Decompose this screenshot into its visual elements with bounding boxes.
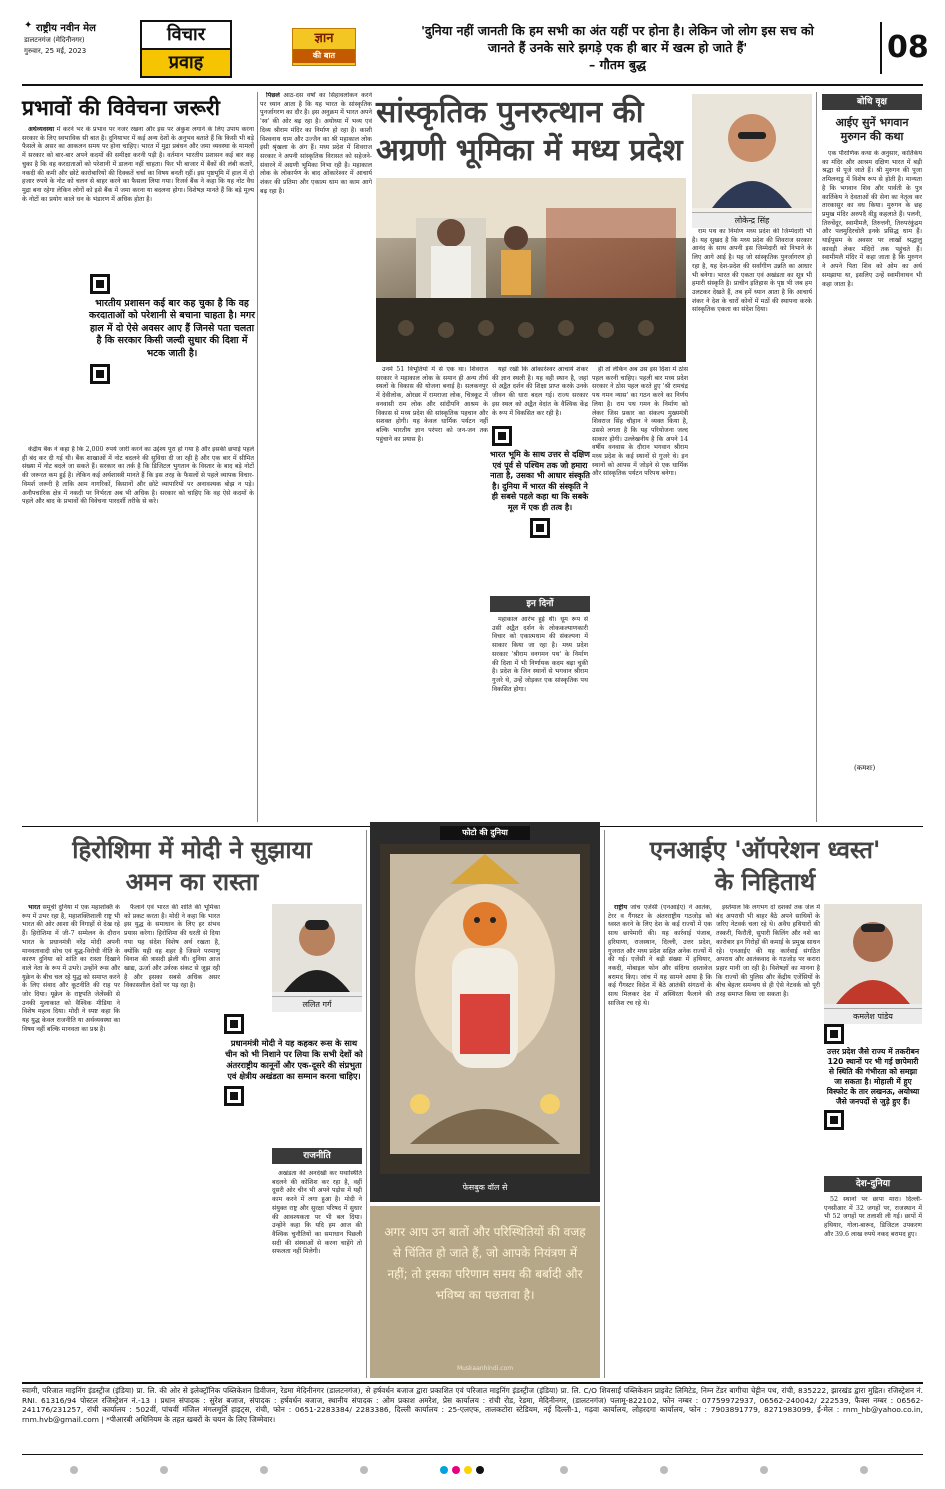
- bird-icon: ✦: [24, 20, 33, 31]
- article-hiroshima-callout-text: प्रधानमंत्री मोदी ने यह कहकर रूस के साथ चीन को भी निशाने पर लिया कि सभी देशों को अंतरराष्ट्रीय कानूनों और एक-दूसरे की संप्रभुता एवं क्षेत्रीय अखंडता का सम्मान करना चाहिए।: [225, 1038, 363, 1081]
- article-sanskritik-col2: [376, 366, 488, 822]
- desh-duniya-tag: देश-दुनिया: [824, 1176, 922, 1192]
- article-nia-col2: [716, 904, 820, 1376]
- quote-mark-icon: [90, 364, 110, 384]
- article-sanskritik-title-line1: सांस्कृतिक पुनरुत्थान की: [376, 95, 644, 130]
- section-label-bottom: प्रवाह: [142, 50, 230, 76]
- article-nia-title-line1: एनआईए 'ऑपरेशन ध्वस्त': [649, 836, 881, 864]
- column-rule: [816, 92, 817, 822]
- article-sanskritik-body-col3b: महाकाल आरंभ हुई थी। धूम रूप से उसी अद्वैत दर्शन के लोककल्याणकारी विचार को एकात्मधाम की संकल्पना में साकार किया जा रहा है। मध्य प्रदेश सरकार 'श्रीराम वनगमन पथ' के निर्माण की दिशा में भी निर्णायक कदम बढ़ा चुकी है। प्रदेश के जिन स्थानों से भगवान श्रीराम गुजरे थे, उन्हें जोड़कर एक सांस्कृतिक पथ विकसित होगा।: [492, 616, 588, 693]
- paper-name: राष्ट्रीय नवीन मेल: [36, 23, 96, 34]
- rajniti-tag: राजनीति: [272, 1148, 362, 1164]
- section-label-top: विचार: [142, 22, 230, 50]
- quote-mark-icon: [224, 1014, 244, 1034]
- edition: डालटनगंज (मेदिनीनगर): [24, 36, 85, 44]
- photo-of-day-credit: फेसबुक वॉल से: [462, 1183, 508, 1192]
- article-sanskritik-footnote: (कमशः): [854, 764, 876, 772]
- article-hiroshima-callout: [224, 1012, 364, 1144]
- quote-mark-icon: [492, 426, 512, 446]
- bodhi-vriksh-title-line1: आईए सुनें भगवान: [835, 116, 909, 129]
- author-photo-lalit: [272, 904, 362, 1008]
- footer-rule: [22, 1382, 923, 1384]
- article-nia-callout-text: उत्तर प्रदेश जैसे राज्य में तकरीबन 120 स्थानों पर भी गई छापेमारी से स्थिति की गंभीरता को समझा जा सकता है। मोहाली में हुए विस्फोट के तार लखनऊ, अयोध्या जैसे जनपदों से जुड़े हुए हैं।: [826, 1047, 920, 1106]
- registration-marks: [0, 1462, 945, 1482]
- article-hiroshima-title-line2: अमन का रास्ता: [125, 868, 259, 896]
- article-sanskritik-body-col1: आठ-दस वर्षों का सिंहावलोकन करने पर ध्यान आता है कि यह भारत के सांस्कृतिक पुनर्जागरण का दौर है। इस अनुक्रम में भारत अपने 'स्व' की ओर बढ़ रहा है। अयोध्या में भव्य एवं दिव्य श्रीराम मंदिर का निर्माण हो रहा है। काशी विश्वनाथ धाम और उज्जैन का श्री महाकाल लोक इसी श्रृंखला के अंग हैं। मध्य प्रदेश में शिवराज सरकार ने अपनी सांस्कृतिक विरासत को सहेजने-संवारने में अग्रणी भूमिका निभा रही है। महाकाल लोक के लोकार्पण के बाद ओंकारेश्वर में आचार्य शंकर की प्रतिमा और एकात्म धाम का काम आगे बढ़ रहा है।: [260, 92, 372, 195]
- registration-dot: [660, 1466, 668, 1474]
- column-rule: [257, 92, 258, 822]
- article-nia-body-col1: जांच एजेंसी (एनआईए) ने आतंक, टेरर व गैंगस्टर के अंतरराष्ट्रीय गठजोड़ को ध्वस्त करने के लिए देश के कई राज्यों में एक साथ छापेमारी की। यह कार्रवाई पंजाब, हरियाणा, राजस्थान, दिल्ली, उत्तर प्रदेश, गुजरात और मध्य प्रदेश सहित अनेक राज्यों में की गई। एजेंसी ने बड़ी संख्या में हथियार, नकदी, मोबाइल फोन और संदिग्ध दस्तावेज बरामद किए। जांच में यह सामने आया है कि कई गैंगस्टर विदेश में बैठे आतंकी संगठनों के साथ मिलकर देश में अस्थिरता फैलाने की साजिश रच रहे थे।: [608, 904, 712, 1007]
- article-hiroshima-title-line1: हिरोशिमा में मोदी ने सुझाया: [72, 836, 312, 864]
- photo-of-day-tag: फोटो की दुनिया: [440, 826, 530, 840]
- registration-dot-yellow: [464, 1466, 472, 1474]
- registration-dot: [760, 1466, 768, 1474]
- registration-dot: [70, 1466, 78, 1474]
- bodhi-vriksh-text: एक पौराणिक कथा के अनुसार, कार्तिकेय का मंदिर और आश्रम दक्षिण भारत में बड़ी श्रद्धा से पूजे जाते हैं। श्री मुरुगन की पूजा तमिलनाडु में विशेष रूप से होती है। मान्यता है कि भगवान शिव और पार्वती के पुत्र कार्तिकेय ने देवताओं की सेना का नेतृत्व कर तारकासुर का वध किया। मुरुगन के छह प्रमुख मंदिर अरुपदै वीडु कहलाते हैं। पलनी, तिरुचेंदूर, स्वामीमलै, तिरुत्तनी, तिरुपरंकुंद्रम और पलमुदिरचोलै इनके प्रसिद्ध धाम हैं। थाईपूसम के अवसर पर लाखों श्रद्धालु कावड़ी लेकर मंदिरों तक पहुंचते हैं। स्वामीमलै मंदिर में कहा जाता है कि मुरुगन ने अपने पिता शिव को ओम का अर्थ समझाया था, इसलिए उन्हें स्वामीनाथन भी कहा जाता है।: [822, 150, 922, 288]
- page-number-divider: [880, 22, 882, 74]
- author-portrait: [824, 904, 922, 1004]
- page-number: 08: [887, 30, 929, 65]
- article-nia-title-line2: के निहितार्थ: [714, 868, 816, 896]
- quote-of-day: [360, 22, 875, 73]
- quote-box-watermark: Muskaanhindi.com: [456, 1365, 514, 1372]
- quote-mark-icon: [824, 1110, 844, 1130]
- quote-box-text: अगर आप उन बातों और परिस्थितियों की वजह से चिंतित हो जाते हैं, जो आपके नियंत्रण में नहीं; तो इसका परिणाम समय की बर्बादी और भविष्य का पछतावा है।: [384, 1225, 586, 1302]
- registration-dot-cyan: [440, 1466, 448, 1474]
- article-sanskritik-col3-bottom: [492, 616, 588, 822]
- bodhi-vriksh-title-line2: मुरुगन की कथा: [840, 130, 904, 143]
- article-sanskritik-callout-text: भारत भूमि के साथ उत्तर से दक्षिण एवं पूर्व से पश्चिम तक जो हमारा नाता है, उसका भी आधार संस्कृति है। दुनिया में भारत की संस्कृति ने ही सबसे पहले कहा था कि सबके मूल में एक ही तत्व है।: [490, 450, 590, 512]
- article-nia-body-col2: इस्तेमाल कि लगभग दो दशकों तक जेल में बंद अपराधी भी बाहर बैठे अपने साथियों के जरिए नेटवर्क चला रहे थे। अवैध हथियारों की तस्करी, फिरौती, सुपारी किलिंग और नशे का कारोबार इन गिरोहों की कमाई के प्रमुख साधन रहे। एनआईए की यह कार्रवाई संगठित अपराध और आतंकवाद के गठजोड़ पर करारा प्रहार मानी जा रही है। विशेषज्ञों का मानना है कि राज्यों की पुलिस और केंद्रीय एजेंसियों के बीच बेहतर समन्वय से ही ऐसे नेटवर्क को पूरी तरह समाप्त किया जा सकता है।: [716, 904, 820, 999]
- article-nia-title: [608, 834, 922, 898]
- article-prabhav-title: प्रभावों की विवेचना जरूरी: [22, 96, 220, 120]
- article-sanskritik-callout: [490, 426, 590, 590]
- quote-line-2: जानते हैं उनके सारे झगड़े एक ही बार में खत्म हो जाते हैं': [487, 40, 748, 55]
- article-sanskritik-title-line2: अग्रणी भूमिका में मध्य प्रदेश: [376, 133, 683, 168]
- article-sanskritik-col1: [260, 92, 372, 822]
- column-rule: [604, 830, 605, 1378]
- masthead: [0, 0, 945, 82]
- bodhi-vriksh-title: [820, 116, 924, 144]
- registration-dot-black: [476, 1466, 484, 1474]
- section-label: [140, 20, 232, 78]
- article-sanskritik-col3-top: [492, 366, 588, 422]
- registration-dot: [160, 1466, 168, 1474]
- article-nia-lead: राष्ट्रीय: [614, 904, 628, 911]
- registration-dot-magenta: [452, 1466, 460, 1474]
- in-dinon-tag: इन दिनों: [490, 596, 590, 612]
- article-nia-col1: [608, 904, 712, 1376]
- author-portrait: [272, 904, 362, 992]
- registration-dot: [860, 1466, 868, 1474]
- article-prabhav-callout-text: भारतीय प्रशासन कई बार कह चुका है कि वह करदाताओं को परेशानी से बचाना चाहता है। मगर हाल में दो ऐसे अवसर आए हैं जिनसे पता चलता है कि सरकार किसी जल्दी सुधार की दिशा में भटक जाती है।: [89, 298, 255, 359]
- article-hiroshima-lead: भारत: [28, 904, 41, 911]
- quote-line-1: 'दुनिया नहीं जानती कि हम सभी का अंत यहीं पर होना है। लेकिन जो लोग इस सच को: [421, 23, 814, 38]
- photo-of-day: [370, 822, 600, 1202]
- article-sanskritik-body-col4: ही तो लेकिन अब उस इस दिशा में ठोस पहल करनी चाहिए। पहली बार मध्य प्रदेश सरकार ने ठोस पहल करते हुए 'श्री रामचंद्र पथ गमन न्यास' का गठन करने का निर्णय लिया है। राम पथ गमन के निर्माण को लेकर जिस प्रकार का संकल्प मुख्यमंत्री शिवराज सिंह चौहान ने व्यक्त किया है, उससे लगता है कि यह परियोजना जल्द साकार होगी। उल्लेखनीय है कि अपने 14 वर्षीय वनवास के दौरान भगवान श्रीराम मध्य प्रदेश के कई स्थानों से गुजरे थे। इन स्थानों को आपस में जोड़ने से एक धार्मिक और सांस्कृतिक पर्यटन परिपथ बनेगा।: [592, 366, 688, 478]
- article-sanskritik-title: [376, 94, 686, 170]
- paper-logo: [24, 20, 134, 56]
- article-prabhav-body: में करने भर के प्रभाव पर नजर रखना और इस पर अंकुश लगाने के लिए उपाय करना सरकार के लिए स्वभाविक सी बात है। दुनियाभर में कई अन्य देशों के अनुभव बताते हैं कि किसी भी बड़े फैसले के असर का आकलन समय पर होना चाहिए। भारत में मुद्रा प्रबंधन और जमा व्यवस्था के मामलों में सरकार को बार-बार अपने कदमों की समीक्षा करनी पड़ी है। वर्तमान भारतीय प्रशासन कई बार कह चुका है कि वह करदाताओं को परेशानी में डालना नहीं चाहता। फिर भी बाजार में बैंकों की लंबी कतारें, नकदी की कमी और छोटे कारोबारियों की दिक्कतें चर्चा का विषय बनती रहीं। इस पृष्ठभूमि में हाल में दो हजार रुपये के नोट को चलन से बाहर करने का फैसला लिया गया। रिजर्व बैंक ने कहा कि यह नोट वैध मुद्रा बना रहेगा लेकिन लोगों को इसे बैंक में जमा करना या बदलना होगा। विशेषज्ञ मानते हैं कि बड़े मूल्य के नोटों का प्रयोग काले धन के भंडारण में अधिक होता है।: [22, 126, 254, 203]
- article-sanskritik-col5: [692, 228, 812, 758]
- article-sanskritik-body-col3: यहां रखी कि ओंकारेश्वर आचार्य शंकर की ज्ञान स्थली है। यह वही स्थान है, जहां से अद्वैत दर्शन की शिक्षा प्राप्त करके उनके जीवन की धारा बदल गई। राज्य सरकार इस स्थल को अद्वैत वेदांत के वैश्विक केंद्र के रूप में विकसित कर रही है।: [492, 366, 588, 417]
- author-name-lokendra: लोकेन्द्र सिंह: [692, 212, 812, 228]
- author-photo-kamlesh: [824, 904, 922, 1020]
- quote-mark-icon: [224, 1086, 244, 1106]
- article-hiroshima-body-col3: अखंडता की अनदेखी कर यथास्थिति बदलने की कोशिश कर रहा है, वहीं दूसरी ओर चीन भी अपने पड़ोस में यही काम करने में लगा हुआ है। मोदी ने संयुक्त राष्ट्र और सुरक्षा परिषद में सुधार की आवश्यकता पर भी बल दिया। उन्होंने कहा कि यदि हम आज की वैश्विक चुनौतियों का समाधान पिछली सदी की संस्थाओं से करना चाहेंगे तो सफलता नहीं मिलेगी।: [272, 1170, 362, 1256]
- deity-photo: [380, 844, 590, 1174]
- event-stage-illustration: [376, 178, 686, 362]
- author-photo-lokendra: [692, 94, 812, 224]
- registration-dot: [560, 1466, 568, 1474]
- issue-date: गुरुवार, 25 मई, 2023: [24, 47, 87, 55]
- bodhi-vriksh-body: [822, 150, 922, 758]
- quote-box: [370, 1206, 600, 1378]
- article-sanskritik-photo: [376, 178, 686, 362]
- article-nia-body-col3: 52 स्थानों पर छापा मारा। दिल्ली-एनसीआर में 32 जगहों पर, राजस्थान में भी 52 जगहों पर तलाशी ली गई। छापों में हथियार, गोला-बारूद, डिजिटल उपकरण और 39.6 लाख रुपये नकद बरामद हुए।: [824, 1196, 922, 1238]
- registration-dot: [360, 1466, 368, 1474]
- article-prabhav-lead: अर्थव्यवस्था: [28, 126, 55, 133]
- article-sanskritik-body-col2: उनमें 51 विभूतियों में से एक था। शिवराज सरकार ने महाकाल लोक के समान ही अन्य तीर्थ स्थलों के विकास की योजना बनाई है। सलकनपुर में देवीलोक, ओरछा में रामराजा लोक, चित्रकूट में वनवासी राम लोक और सांदीपनि आश्रम के विकास से मध्य प्रदेश की सांस्कृतिक पहचान और सशक्त होगी। यह केवल धार्मिक पर्यटन नहीं बल्कि भारतीय ज्ञान परंपरा को जन-जन तक पहुंचाने का प्रयास है।: [376, 366, 488, 443]
- article-hiroshima-body-col1: समूची दुनिया में एक महाशक्ति के रूप में उभर रहा है, महाशक्तिशाली राष्ट्र भी भारत की ओर आशा की निगाहों से देख रहे हैं। हिरोशिमा में जी-7 सम्मेलन के दौरान भारत के प्रधानमंत्री नरेंद्र मोदी अपनी मानवतावादी सोच एवं युद्ध-विरोधी नीति के कारण दुनिया को शांति का रास्ता दिखाने वाले नेता के रूप में उभरे। उन्होंने रूस और यूक्रेन के बीच चल रहे युद्ध को समाप्त करने के लिए संवाद और कूटनीति की राह पर जोर दिया। यूक्रेन के राष्ट्रपति जेलेंस्की से उनकी मुलाकात को वैश्विक मीडिया ने विशेष महत्व दिया। मोदी ने स्पष्ट कहा कि यह युद्ध केवल राजनीति या अर्थव्यवस्था का विषय नहीं बल्कि मानवता का प्रश्न है।: [22, 904, 120, 1033]
- article-sanskritik-body-col5: राम पथ का निर्माण मध्य प्रदेश की जिम्मेदारी भी है। यह सुखद है कि मध्य प्रदेश की शिवराज सरकार आनंद के साथ अपनी इस जिम्मेदारी को निभाने के लिए आगे आई है। यह जो सांस्कृतिक पुनर्जागरण हो रहा है, यह देश-प्रदेश की सर्वांगीण उन्नति का आधार भी बनेगा। भारत की एकता एवं अखंडता का सूत्र भी हमारी संस्कृति है। प्राचीन इतिहास के पृष्ठ भी जब हम उलटकर देखते हैं, तब हमें ध्यान आता है कि आचार्य शंकर ने देश के चारों कोनों में मठों की स्थापना करके सांस्कृतिक एकता का संदेश दिया।: [692, 228, 812, 314]
- author-portrait: [692, 94, 812, 208]
- article-sanskritik-col4: [592, 366, 688, 822]
- article-prabhav-body-bottom: [22, 446, 254, 822]
- imprint-line: स्वामी, परिजात माइनिंग इंडस्ट्रीज (इंडिया) प्रा. लि. की ओर से इलेक्ट्रॉनिक पब्लिकेशन डिवीजन, रेडमा मेदिनीनगर (डालटनगंज), से हर्षवर्धन बजाज द्वारा प्रकाशित एवं परिजात माइनिंग इंडस्ट्रीज (इंडिया) प्रा. लि. C/O शिवसाईं पब्लिकेशन प्राइवेट लिमिटेड, निम्न टेंडर बागीचा चेट्टीन पथ, रांची, 835222, झारखंड द्वारा मुद्रित। रजिस्ट्रेशन नं. RNI. 61316/94 पोस्टल रजिस्ट्रेशन नं.-13 । प्रधान संपादक : सुरेश बजाज, संपादक : हर्षवर्धन बजाज, स्थानीय संपादक : ओम प्रकाश अमरेश, प्रेस कार्यालय : रांची रोड, रेडमा, मेदिनीनगर, (डालटनगंज) पलामू-822102, फोन नम्बर : 07759972937, 06562-240042/ 222539, फैक्स नम्बर : 06562-241176/231257, रांची कार्यालय : 502वीं, पांचवीं मंजिल मंगलमूर्ति हाइट्स, रांची, फोन : 0651-2283384/ 2283386, दिल्ली कार्यालय : 25-एलएफ, तालकटोरा स्टेडियम, नई दिल्ली-1, गढ़वा कार्यालय, लोहरदगा कार्यालय, फोन : 7903891779, 8271983099, ई-मेल : rnm_hb@yahoo.co.in, rnm.hvb@gmail.com | *पीआरबी अधिनियम के तहत खबरों के चयन के लिए जिम्मेवार।: [22, 1386, 923, 1424]
- article-hiroshima-title: [22, 834, 362, 898]
- masthead-rule: [22, 84, 923, 86]
- quote-author: – गौतम बुद्ध: [589, 57, 646, 72]
- article-hiroshima-col1: [22, 904, 120, 1376]
- bodhi-vriksh-tag: बोधि वृक्ष: [822, 94, 922, 110]
- column-rule: [366, 830, 367, 1378]
- article-nia-col3: [824, 1196, 922, 1376]
- author-name-kamlesh: कमलेश पांडेय: [824, 1008, 922, 1024]
- quote-mark-icon: [530, 518, 550, 538]
- registration-dot: [260, 1466, 268, 1474]
- article-nia-callout: [824, 1024, 922, 1170]
- quote-mark-icon: [90, 274, 110, 294]
- gyan-top: ज्ञान: [314, 31, 334, 46]
- gyan-ki-baat-badge: [292, 28, 356, 66]
- article-prabhav-callout: [88, 272, 256, 442]
- article-sanskritik-lead: पिछले: [266, 92, 280, 99]
- article-hiroshima-col2: [124, 904, 220, 1376]
- article-prabhav-body2: केंद्रीय बैंक ने कहा है कि 2,000 रुपये जारी करने का उद्देश्य पूरा हो गया है और इसकी छपाई पहले ही बंद कर दी गई थी। बैंक शाखाओं में नोट बदलने की सुविधा दी जा रही है और एक बार में सीमित संख्या में नोट बदले जा सकते हैं। सरकार का तर्क है कि डिजिटल भुगतान के विस्तार के बाद बड़े नोटों की जरूरत कम हुई है। लेकिन कई अर्थशास्त्री मानते हैं कि इस तरह के फैसलों से पहले व्यापक विचार-विमर्श जरूरी है ताकि आम नागरिकों, किसानों और छोटे व्यापारियों पर अनावश्यक बोझ न पड़े। अनौपचारिक क्षेत्र में नकदी पर निर्भरता अब भी अधिक है। सरकार को चाहिए कि वह ऐसे कदमों के पहले और बाद के प्रभावों की विवेचना पारदर्शी तरीके से करे।: [22, 446, 254, 506]
- quote-mark-icon: [824, 1024, 844, 1044]
- footer-rule-bottom: [22, 1454, 923, 1455]
- gyan-bottom: की बात: [293, 49, 355, 63]
- author-name-lalit: ललित गर्ग: [272, 996, 362, 1012]
- article-hiroshima-col3: [272, 1170, 362, 1376]
- article-hiroshima-body-col2: फैलाने एवं भारत की शांति की भूमिका को प्रकट करता है। मोदी ने कहा कि भारत इस युद्ध के समाधान के लिए हर संभव प्रयास करेगा। हिरोशिमा की धरती से दिया गया यह संदेश विशेष अर्थ रखता है, क्योंकि यही वह शहर है जिसने परमाणु विनाश की त्रासदी झेली थी। दुनिया आज खाद्य, ऊर्जा और उर्वरक संकट से जूझ रही है और इसका सबसे अधिक असर विकासशील देशों पर पड़ रहा है।: [124, 904, 220, 990]
